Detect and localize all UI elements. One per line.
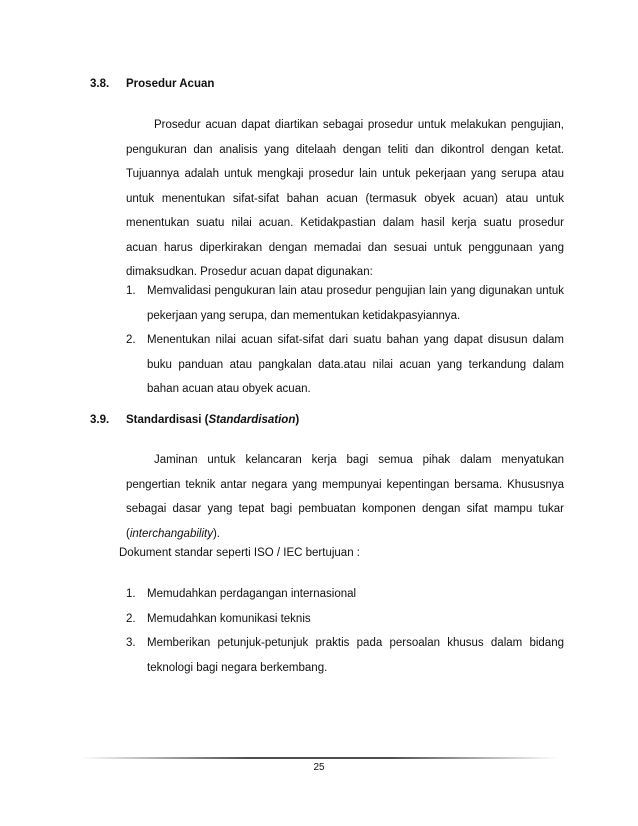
page-number: 25: [313, 762, 325, 773]
section-number: 3.8.: [90, 78, 110, 90]
section-3-8-list: [126, 279, 564, 402]
list-item: 3. Memberikan petunjuk-petunjuk praktis pada persoalan khusus dalam bidang teknologi bagi negara berkembang.: [126, 637, 564, 674]
list-item: 2. Menentukan nilai acuan sifat-sifat dari suatu bahan yang dapat disusun dalam buku panduan atau pangkalan data.atau nilai acuan yang terkandung dalam bahan acuan atau obyek acuan.: [126, 334, 564, 395]
section-3-9-list: [126, 582, 564, 680]
list-item: 2. Memudahkan komunikasi teknis: [126, 612, 311, 625]
section-3-8-paragraph: Prosedur acuan dapat diartikan sebagai prosedur untuk melakukan pengujian, pengukuran dan analisis yang ditelaah dengan teliti dan dikontrol dengan ketat. Tujuannya adalah untuk mengkaji prosedur lain untuk pekerjaan yang serupa atau untuk menentukan sifat-sifat bahan acuan (termasuk obyek acuan) atau untuk menentukan suatu nilai acuan. Ketidakpastian dalam hasil kerja suatu prosedur acuan harus diperkirakan dengan memadai dan sesuai untuk penggunaan yang dimaksudkan. Prosedur acuan dapat digunakan:: [126, 119, 564, 278]
standard-document-line: Dokument standar seperti ISO / IEC bertujuan :: [119, 547, 360, 559]
list-item: 1. Memvalidasi pengukuran lain atau prosedur pengujian lain yang digunakan untuk pekerjaan yang serupa, dan mementukan ketidakpasyiannya.: [126, 285, 564, 322]
list-item: 1. Memudahkan perdagangan internasional: [126, 588, 357, 600]
section-number: 3.9.: [90, 414, 110, 426]
section-title: Standardisasi (Standardisation): [126, 414, 300, 426]
section-title: Prosedur Acuan: [126, 78, 215, 90]
section-3-9-paragraph: Jaminan untuk kelancaran kerja bagi semua pihak dalam menyatukan pengertian teknik antar negara yang mempunyai kepentingan bersama. Khususnya sebagai dasar yang tepat bagi pembuatan komponen dengan sifat mampu tukar (interchangability).: [126, 454, 564, 540]
footer-divider: [80, 757, 558, 759]
